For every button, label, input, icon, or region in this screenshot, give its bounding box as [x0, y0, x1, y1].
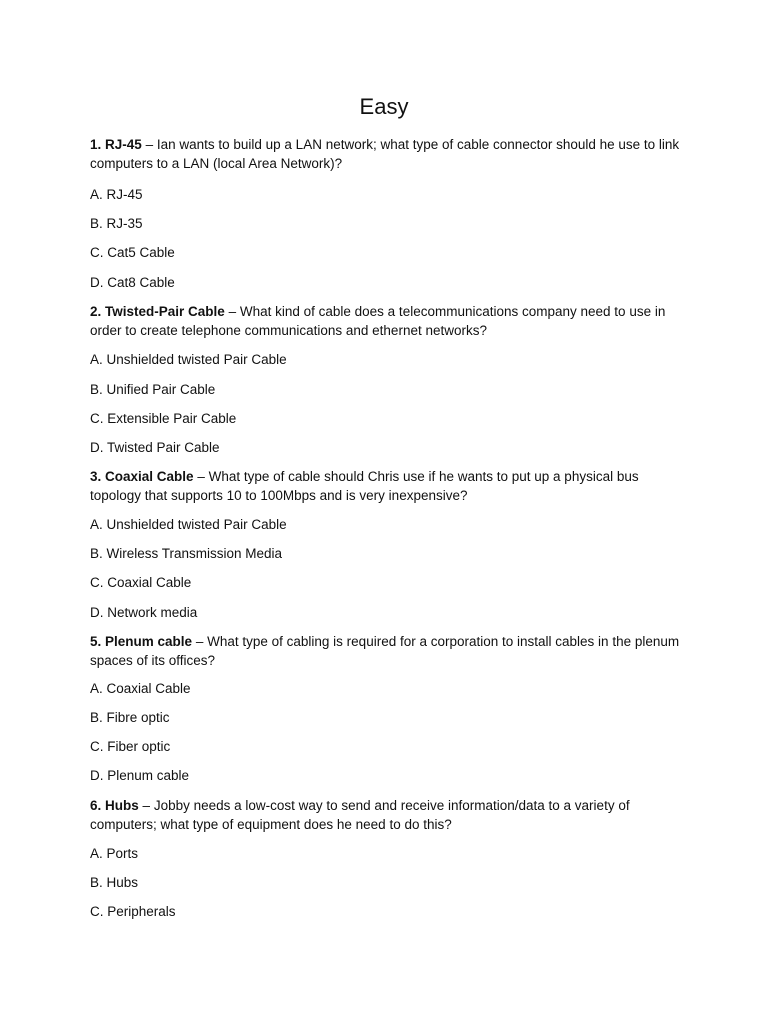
- answer-option: A. Ports: [90, 846, 139, 861]
- question-6: 6. Hubs – Jobby needs a low-cost way to send and receive information/data to a variety of computers; what type of equipment does he need to do this?: [90, 798, 630, 832]
- answer-option: D. Twisted Pair Cable: [90, 440, 220, 455]
- answer-option: B. Hubs: [90, 875, 139, 890]
- question-1: 1. RJ-45 – Ian wants to build up a LAN network; what type of cable connector should he use to link computers to a LAN (local Area Network)?: [90, 137, 680, 171]
- answer-option: D. Network media: [90, 605, 198, 620]
- question-3: 3. Coaxial Cable – What type of cable should Chris use if he wants to put up a physical bus topology that supports 10 to 100Mbps and is very inexpensive?: [90, 469, 639, 503]
- answer-option: C. Extensible Pair Cable: [90, 411, 237, 426]
- answer-option: C. Peripherals: [90, 904, 176, 919]
- question-number: 2.: [90, 304, 102, 319]
- question-number: 6.: [90, 798, 102, 813]
- answer-option: B. Wireless Transmission Media: [90, 546, 283, 561]
- question-text: Ian wants to build up a LAN network; what type of cable connector should he use to link computers to a LAN (local Area Network)?: [90, 137, 680, 171]
- question-2: 2. Twisted-Pair Cable – What kind of cable does a telecommunications company need to use in order to create telephone communications and ethernet networks?: [90, 304, 666, 338]
- question-topic: Coaxial Cable: [105, 469, 194, 484]
- question-number: 3.: [90, 469, 102, 484]
- question-text: Jobby needs a low-cost way to send and receive information/data to a variety of computers; what type of equipment does he need to do this?: [90, 798, 630, 832]
- answer-option: C. Coaxial Cable: [90, 575, 192, 590]
- page-title: Easy: [359, 94, 409, 119]
- question-text: What type of cable should Chris use if he wants to put up a physical bus topology that supports 10 to 100Mbps and is very inexpensive?: [90, 469, 639, 503]
- question-5: 5. Plenum cable – What type of cabling is required for a corporation to install cables in the plenum spaces of its offices?: [90, 634, 680, 668]
- answer-option: C. Fiber optic: [90, 739, 171, 754]
- answer-option: B. RJ-35: [90, 216, 143, 231]
- question-topic: Plenum cable: [105, 634, 193, 649]
- question-topic: RJ-45: [105, 137, 142, 152]
- answer-option: A. RJ-45: [90, 187, 143, 202]
- answer-option: D. Cat8 Cable: [90, 275, 175, 290]
- question-topic: Hubs: [105, 798, 139, 813]
- answer-option: C. Cat5 Cable: [90, 245, 175, 260]
- answer-option: A. Unshielded twisted Pair Cable: [90, 352, 287, 367]
- answer-option: D. Plenum cable: [90, 768, 190, 783]
- answer-option: A. Unshielded twisted Pair Cable: [90, 517, 287, 532]
- question-number: 5.: [90, 634, 102, 649]
- answer-option: A. Coaxial Cable: [90, 681, 191, 696]
- question-text: What type of cabling is required for a corporation to install cables in the plenum spaces of its offices?: [90, 634, 680, 668]
- answer-option: B. Fibre optic: [90, 710, 170, 725]
- question-topic: Twisted-Pair Cable: [105, 304, 225, 319]
- answer-option: B. Unified Pair Cable: [90, 382, 216, 397]
- question-number: 1.: [90, 137, 102, 152]
- question-text: What kind of cable does a telecommunications company need to use in order to create telephone communications and ethernet networks?: [90, 304, 666, 338]
